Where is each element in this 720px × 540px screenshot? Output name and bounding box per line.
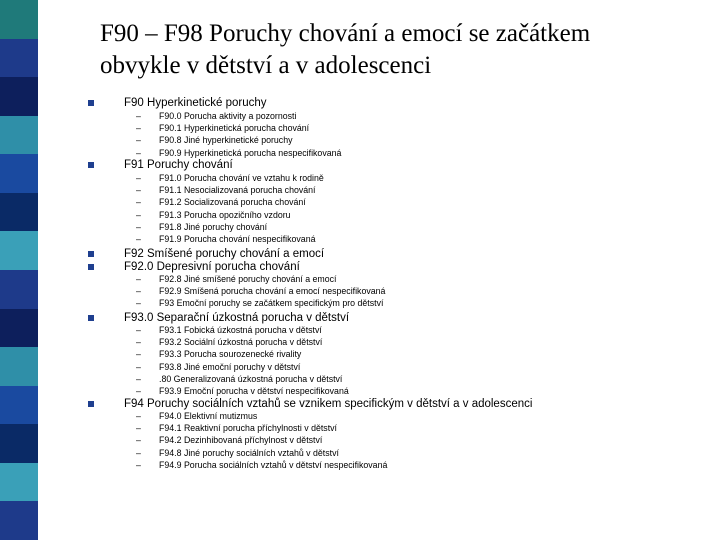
dash-bullet: – [136, 123, 141, 134]
list-item-text: F94.8 Jiné poruchy sociálních vztahů v dětství [159, 447, 339, 458]
list-item-text: F92.8 Jiné smíšené poruchy chování a emocí [159, 274, 337, 284]
list-item-text: F93.9 Emoční porucha v dětství nespecifikovaná [159, 386, 349, 396]
stripe-block [0, 77, 38, 116]
stripe-block [0, 193, 38, 232]
stripe-block [0, 463, 38, 502]
dash-bullet: – [136, 386, 141, 396]
dash-bullet: – [136, 147, 141, 158]
list-item-text: F90.8 Jiné hyperkinetické poruchy [159, 135, 293, 146]
section-heading-text: F92.0 Depresivní porucha chování [124, 261, 300, 273]
title-line-1: F90 – F98 Poruchy chování a emocí se začátkem [100, 20, 591, 47]
dash-bullet: – [136, 111, 141, 121]
list-item-text: F91.1 Nesocializovaná porucha chování [159, 185, 316, 196]
dash-bullet: – [136, 274, 141, 284]
list-item-text: F92.9 Smíšená porucha chování a emocí nespecifikovaná [159, 286, 386, 297]
list-item-text: F93.1 Fobická úzkostná porucha v dětství [159, 325, 322, 335]
list-item-text: .80 Generalizovaná úzkostná porucha v dětství [159, 373, 343, 384]
list-item-text: F94.1 Reaktivní porucha příchylnosti v dětství [159, 423, 337, 434]
dash-bullet: – [136, 135, 141, 146]
list-item-text: F91.3 Porucha opozičního vzdoru [159, 209, 291, 220]
list-item-text: F94.9 Porucha sociálních vztahů v dětství nespecifikovaná [159, 459, 388, 470]
list-item-text: F94.2 Dezinhibovaná příchylnost v dětství [159, 435, 323, 446]
square-bullet-icon [88, 264, 94, 270]
section-heading-text: F92 Smíšené poruchy chování a emocí [124, 248, 325, 260]
dash-bullet: – [136, 423, 141, 434]
dash-bullet: – [136, 373, 141, 384]
square-bullet-icon [88, 401, 94, 407]
dash-bullet: – [136, 447, 141, 458]
list-item-text: F91.0 Porucha chování ve vztahu k rodině [159, 173, 324, 183]
stripe-block [0, 424, 38, 463]
list-item-text: F90.1 Hyperkinetická porucha chování [159, 123, 310, 134]
stripe-block [0, 347, 38, 386]
list-item-text: F91.9 Porucha chování nespecifikovaná [159, 234, 316, 244]
list-item-text: F94.0 Elektivní mutizmus [159, 411, 258, 421]
section-heading-text: F91 Poruchy chování [124, 159, 233, 171]
stripe-block [0, 0, 38, 39]
square-bullet-icon [88, 251, 94, 257]
dash-bullet: – [136, 234, 141, 244]
list-item-text: F93.2 Sociální úzkostná porucha v dětství [159, 337, 323, 348]
section-heading-text: F93.0 Separační úzkostná porucha v dětství [124, 312, 350, 324]
list-item-text: F90.9 Hyperkinetická porucha nespecifikovaná [159, 147, 342, 158]
stripe-block [0, 39, 38, 78]
dash-bullet: – [136, 325, 141, 335]
decorative-side-stripe [0, 0, 38, 540]
dash-bullet: – [136, 349, 141, 360]
stripe-block [0, 386, 38, 425]
section-heading-text: F90 Hyperkinetické poruchy [124, 97, 267, 109]
list-item-text: F91.8 Jiné poruchy chování [159, 221, 268, 232]
title-line-2: obvykle v dětství a v adolescenci [100, 52, 432, 79]
stripe-block [0, 309, 38, 348]
dash-bullet: – [136, 411, 141, 421]
list-item-text: F91.2 Socializovaná porucha chování [159, 197, 306, 208]
dash-bullet: – [136, 185, 141, 196]
square-bullet-icon [88, 162, 94, 168]
stripe-block [0, 501, 38, 540]
stripe-block [0, 270, 38, 309]
dash-bullet: – [136, 361, 141, 372]
stripe-block [0, 154, 38, 193]
section-heading-text: F94 Poruchy sociálních vztahů se vznikem specifickým v dětství a v adolescenci [124, 398, 533, 410]
dash-bullet: – [136, 209, 141, 220]
dash-bullet: – [136, 435, 141, 446]
list-item-text: F93 Emoční poruchy se začátkem specifickým pro dětství [159, 298, 384, 309]
dash-bullet: – [136, 221, 141, 232]
square-bullet-icon [88, 315, 94, 321]
slide-title [100, 18, 710, 82]
dash-bullet: – [136, 173, 141, 183]
dash-bullet: – [136, 197, 141, 208]
list-item-text: F90.0 Porucha aktivity a pozornosti [159, 111, 297, 121]
square-bullet-icon [88, 100, 94, 106]
list-item-text: F93.3 Porucha sourozenecké rivality [159, 349, 302, 360]
dash-bullet: – [136, 337, 141, 348]
dash-bullet: – [136, 298, 141, 309]
list-item-text: F93.8 Jiné emoční poruchy v dětství [159, 361, 301, 372]
dash-bullet: – [136, 459, 141, 470]
dash-bullet: – [136, 286, 141, 297]
stripe-block [0, 116, 38, 155]
stripe-block [0, 231, 38, 270]
